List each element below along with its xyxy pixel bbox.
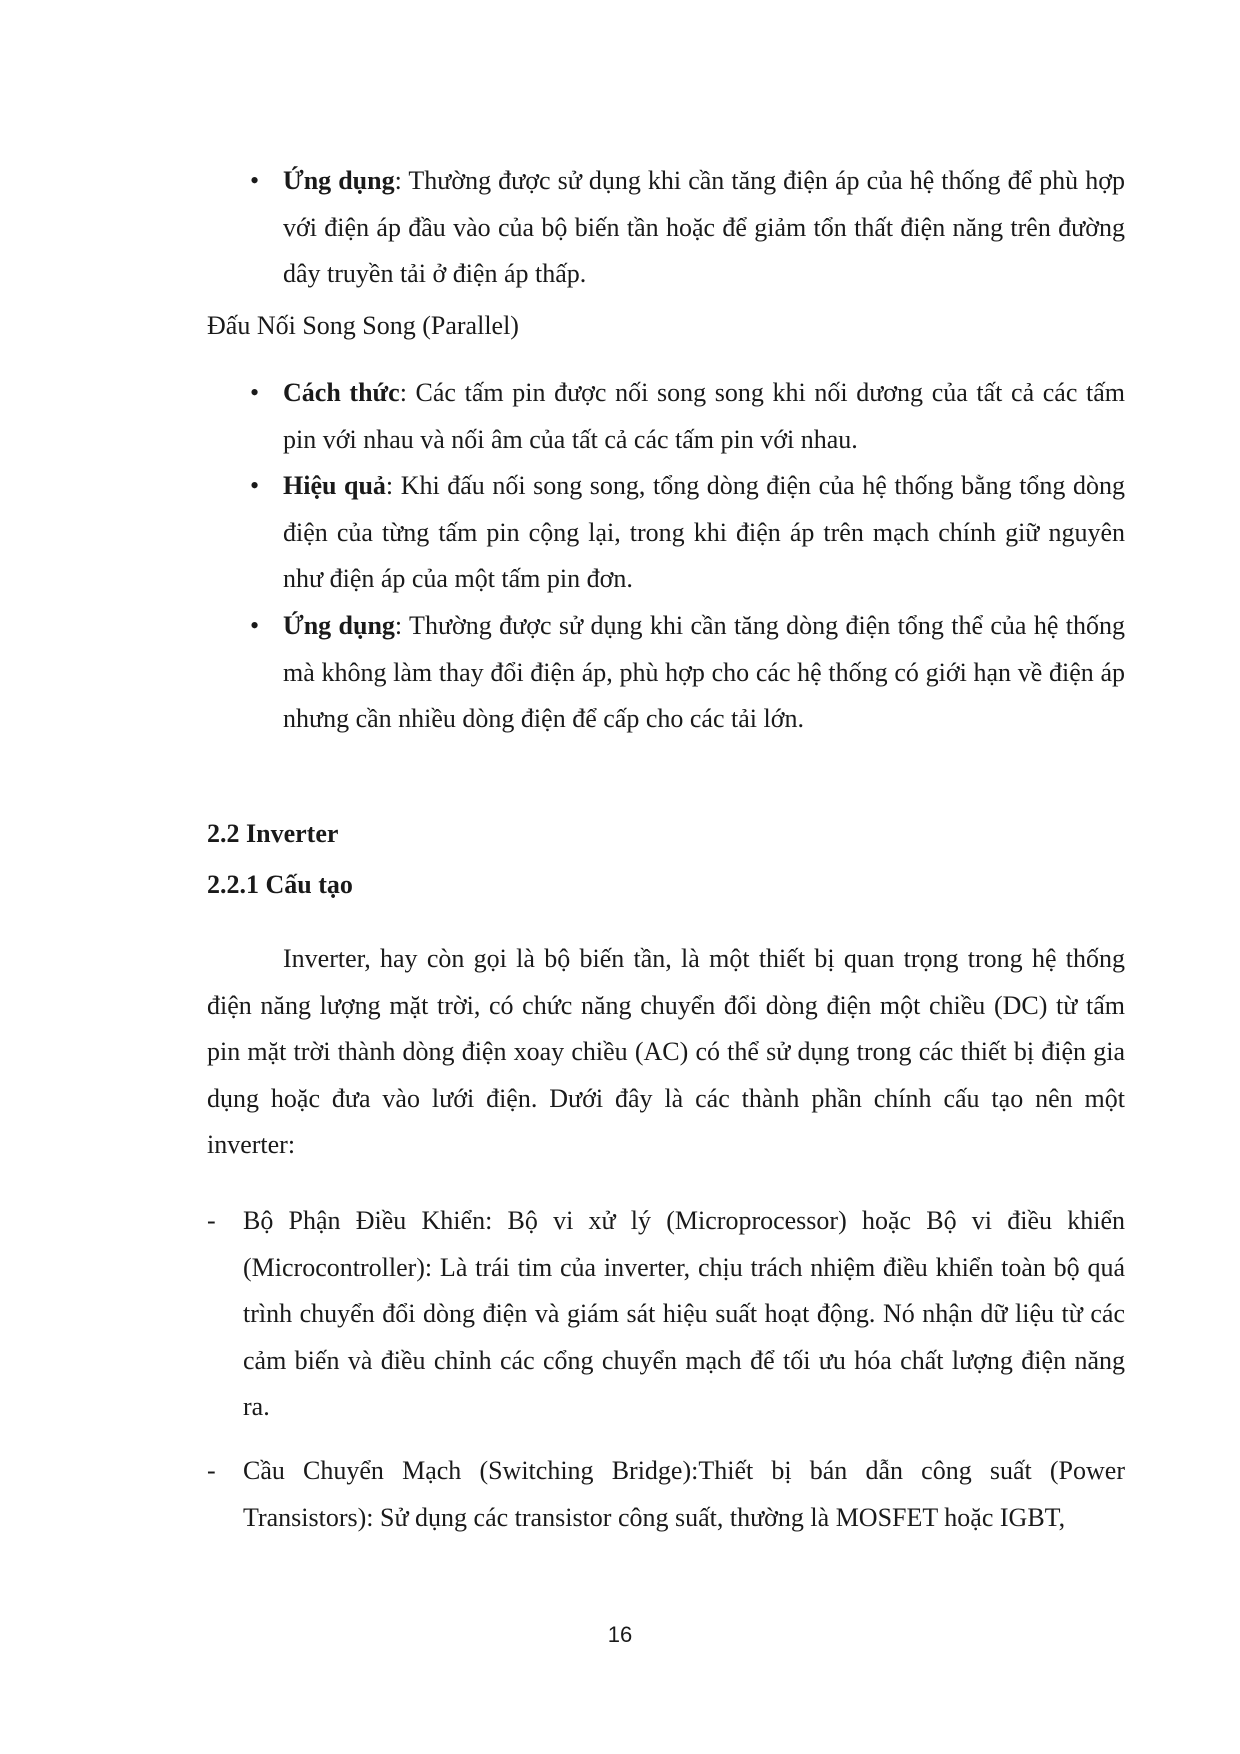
bullet-parallel-effect	[283, 463, 1125, 603]
bullet-marker: •	[250, 611, 260, 640]
bullet-text: : Thường được sử dụng khi cần tăng điện áp của hệ thống để phù hợp với điện áp đầu vào của bộ biến tần hoặc để giảm tổn thất điện năng trên đường dây truyền tải ở điện áp thấp.	[283, 166, 1125, 288]
dash-item-control-unit: Bộ Phận Điều Khiển: Bộ vi xử lý (Microprocessor) hoặc Bộ vi điều khiển (Microcontroller): Là trái tim của inverter, chịu trách nhiệm điều khiển toàn bộ quá trình chuyển đổi dòng điện và giám sát hiệu suất hoạt động. Nó nhận dữ liệu từ các cảm biến và điều chỉnh các cổng chuyển mạch để tối ưu hóa chất lượng điện năng ra.	[243, 1206, 1125, 1421]
section-heading: 2.2 Inverter	[207, 819, 339, 848]
bullet-lead: Cách thức	[283, 378, 400, 407]
intro-paragraph: Inverter, hay còn gọi là bộ biến tần, là một thiết bị quan trọng trong hệ thống điện năng lượng mặt trời, có chức năng chuyển đổi dòng điện một chiều (DC) từ tấm pin mặt trời thành dòng điện xoay chiều (AC) có thể sử dụng trong các thiết bị điện gia dụng hoặc đưa vào lưới điện. Dưới đây là các thành phần chính cấu tạo nên một inverter:	[207, 944, 1125, 1159]
page-number: 16	[607, 1622, 633, 1647]
dash-marker: -	[207, 1206, 216, 1235]
bullet-lead: Hiệu quả	[283, 471, 386, 500]
bullet-lead: Ứng dụng	[283, 611, 395, 640]
bullet-marker: •	[250, 378, 260, 407]
bullet-parallel-method	[283, 370, 1125, 463]
dash-item-switching-bridge: Cầu Chuyển Mạch (Switching Bridge):Thiết bị bán dẫn công suất (Power Transistors): Sử dụng các transistor công suất, thường là MOSFET hoặc IGBT,	[243, 1456, 1125, 1532]
bullet-marker: •	[250, 471, 260, 500]
bullet-text: : Thường được sử dụng khi cần tăng dòng điện tổng thể của hệ thống mà không làm thay đổi điện áp, phù hợp cho các hệ thống có giới hạn về điện áp nhưng cần nhiều dòng điện để cấp cho các tải lớn.	[283, 611, 1125, 733]
bullet-text: : Khi đấu nối song song, tổng dòng điện của hệ thống bằng tổng dòng điện của từng tấm pin cộng lại, trong khi điện áp trên mạch chính giữ nguyên như điện áp của một tấm pin đơn.	[283, 471, 1125, 593]
bullet-series-usage	[283, 158, 1125, 298]
bullet-lead: Ứng dụng	[283, 166, 395, 195]
parallel-heading: Đấu Nối Song Song (Parallel)	[207, 311, 519, 340]
subsection-heading: 2.2.1 Cấu tạo	[207, 870, 353, 899]
dash-marker: -	[207, 1456, 216, 1485]
bullet-text: : Các tấm pin được nối song song khi nối dương của tất cả các tấm pin với nhau và nối âm của tất cả các tấm pin với nhau.	[283, 378, 1125, 454]
bullet-marker: •	[250, 166, 260, 195]
bullet-parallel-usage	[283, 603, 1125, 743]
